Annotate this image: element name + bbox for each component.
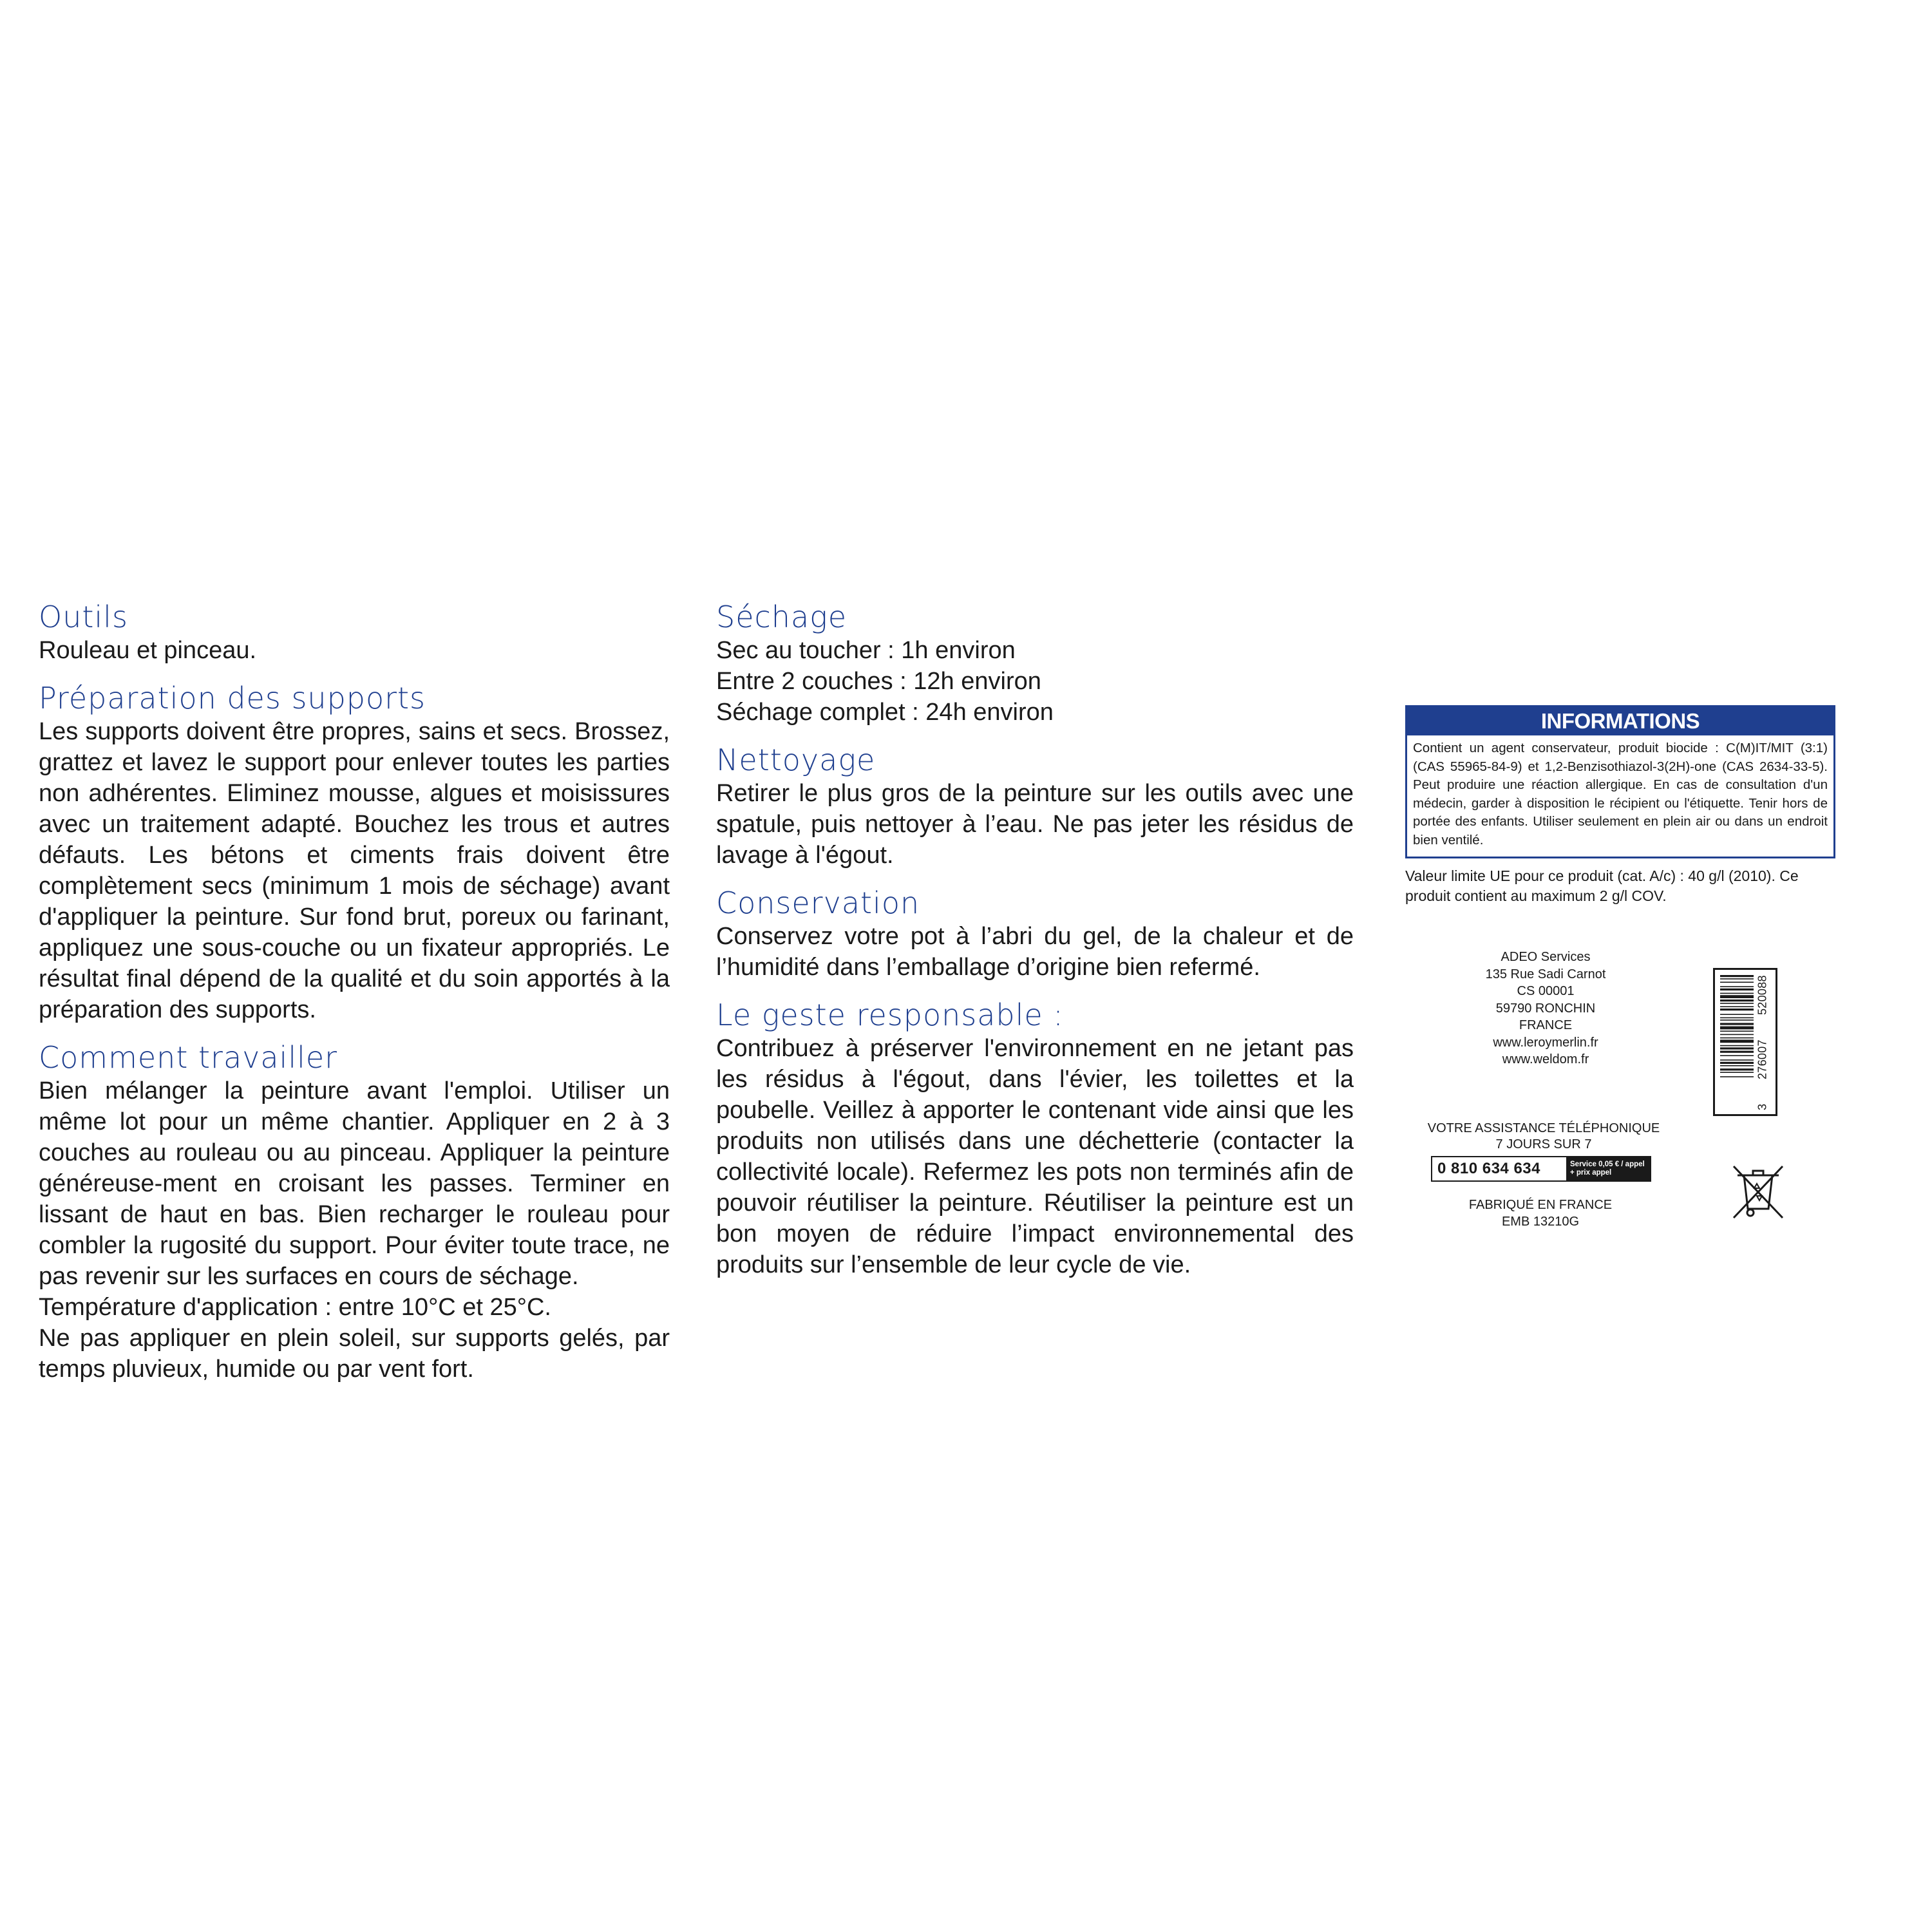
barcode-bar [1720,1019,1754,1021]
barcode-bar [1720,1045,1754,1046]
barcode-bars [1720,975,1754,1110]
assistance-hours: 7 JOURS SUR 7 [1495,1137,1592,1151]
barcode-bar [1720,986,1754,987]
barcode-bar [1720,1051,1754,1053]
barcode-bar [1720,995,1754,998]
section-nettoyage [716,742,1354,871]
phone-cost-label [1566,1157,1650,1180]
section-conservation [716,885,1354,983]
section-text-comment-travailler: Bien mélanger la peinture avant l'emploi. Utiliser un même lot pour un même chantier. Appliquer en 2 à 3 couches au rouleau ou au pinceau. Appliquer la peinture généreuse-ment en croisant les passes. Terminer en lissant de haut en bas. Bien recharger le rouleau pour combler la rugosité du support. Pour éviter toute trace, ne pas revenir sur les surfaces en cours de séchage. [39,1077,670,1290]
phone-cost-line: Service 0,05 € / appel [1570,1160,1645,1168]
section-text-preparation: Les supports doivent être propres, sains et secs. Brossez, grattez et lavez le support pour enlever toutes les parties non adhérentes. Eliminez mousse, algues et moisissures avec un traitement adapté. Bouchez les trous et autres défauts. Les bétons et ciments frais doivent être complètement secs (minimum 1 mois de séchage) avant d'appliquer la peinture. Sur fond brut, poreux ou farinant, appliquez une sous-couche ou un fixateur appropriés. Le résultat final dépend de la qualité et du soin apportés à la préparation des supports. [39,718,670,1023]
crossed-out-wheelie-bin-icon [1731,1162,1785,1220]
barcode-bar [1720,1062,1754,1064]
section-text-conservation: Conservez votre pot à l’abri du gel, de la chaleur et de l’humidité dans l’emballage d’origine bien refermé. [716,923,1354,981]
section-text-outils: Rouleau et pinceau. [39,637,257,664]
barcode-bar [1720,1039,1754,1043]
barcode-bar [1720,993,1754,994]
middle-column [716,599,1354,1294]
manufacturer-address [1455,949,1636,1068]
informations-body: Contient un agent conservateur, produit biocide : C(M)IT/MIT (3:1) (CAS 55965-84-9) et 1,2-Benzisothiazol-3(2H)-one (CAS 2634-33-5). Peut produire une réaction allergique. En cas de consultation d'un médecin, garder à disposition le récipient ou l'étiquette. Tenir hors de portée des enfants. Utiliser seulement en plein air ou dans un endroit bien ventilé. [1413,741,1828,848]
left-column [39,599,670,1399]
phone-cost-line: + prix appel [1570,1169,1612,1177]
barcode-bar [1720,978,1754,980]
section-outils [39,599,670,666]
address-line: ADEO Services [1501,950,1591,964]
section-title-outils: Outils [39,600,128,634]
barcode [1713,968,1777,1116]
cov-limit-text: Valeur limite UE pour ce produit (cat. A/c) : 40 g/l (2010). Ce produit contient au maximum 2 g/l COV. [1405,867,1799,904]
phone-assistance [1412,1121,1676,1153]
barcode-digits [1755,975,1770,1110]
barcode-bar [1720,1037,1754,1039]
address-line: FRANCE [1519,1018,1573,1032]
barcode-bar [1720,981,1754,983]
barcode-bar [1720,1034,1754,1036]
address-line: 59790 RONCHIN [1495,1001,1596,1016]
drying-time-line: Sec au toucher : 1h environ [716,637,1016,664]
barcode-bar [1720,1076,1754,1077]
section-title-comment-travailler: Comment travailler [39,1040,338,1075]
barcode-bar [1720,975,1754,977]
section-title-conservation: Conservation [716,886,920,920]
section-title-preparation: Préparation des supports [39,681,426,715]
made-in-label: FABRIQUÉ EN FRANCE [1468,1198,1613,1212]
barcode-bar [1720,1030,1754,1032]
section-title-sechage: Séchage [716,600,848,634]
drying-time-line: Séchage complet : 24h environ [716,699,1054,726]
barcode-bar [1720,1009,1754,1010]
barcode-bar [1720,1065,1754,1066]
barcode-bar [1720,1023,1754,1025]
website-link[interactable]: www.leroymerlin.fr [1493,1035,1598,1050]
informations-box [1405,705,1835,858]
barcode-bar [1720,1068,1754,1070]
barcode-bar [1720,999,1754,1001]
drying-time-line: Entre 2 couches : 12h environ [716,668,1041,695]
application-conditions: Ne pas appliquer en plein soleil, sur supports gelés, par temps pluvieux, humide ou par vent fort. [39,1325,670,1383]
barcode-bar [1720,1003,1754,1004]
drying-times [716,635,1354,728]
section-geste-responsable [716,997,1354,1280]
barcode-bar [1720,1006,1754,1007]
phone-number[interactable]: 0 810 634 634 [1437,1160,1540,1177]
barcode-bar [1720,1027,1754,1030]
section-text-nettoyage: Retirer le plus gros de la peinture sur les outils avec une spatule, puis nettoyer à l’eau. Ne pas jeter les résidus de lavage à l'égout. [716,780,1354,869]
barcode-bar [1720,1018,1754,1019]
section-preparation [39,680,670,1025]
barcode-bar [1720,1072,1754,1073]
address-line: CS 00001 [1517,984,1575,998]
emb-code: EMB 13210G [1501,1215,1580,1229]
barcode-digit-group: 520088 [1756,975,1769,1015]
barcode-bar [1720,1014,1754,1015]
barcode-bar [1720,1047,1754,1049]
barcode-bar [1720,989,1754,990]
section-title-nettoyage: Nettoyage [716,743,876,777]
section-comment-travailler [39,1039,670,1385]
barcode-digit-group: 3 [1756,1103,1769,1110]
barcode-bar [1720,1059,1754,1061]
address-line: 135 Rue Sadi Carnot [1485,967,1606,981]
website-link[interactable]: www.weldom.fr [1502,1052,1589,1066]
origin-info [1437,1197,1643,1230]
informations-header: INFORMATIONS [1407,707,1833,735]
section-sechage [716,599,1354,728]
phone-number-box [1431,1156,1651,1182]
application-temperature: Température d'application : entre 10°C et 25°C. [39,1294,551,1321]
barcode-bar [1720,1055,1754,1056]
section-text-geste-responsable: Contribuez à préserver l'environnement en ne jetant pas les résidus à l'égout, dans l'évier, les toilettes et la poubelle. Veillez à apporter le contenant vide ainsi que les produits non utilisés dans une déchetterie (contacter la collectivité locale). Refermez les pots non terminés afin de pouvoir réutiliser la peinture. Réutiliser la peinture est un bon moyen de réduire l’impact environnemental des produits sur l’ensemble de leur cycle de vie. [716,1035,1354,1278]
section-title-geste-responsable: Le geste responsable : [716,998,1064,1032]
barcode-digit-group: 276007 [1756,1039,1769,1079]
assistance-title: VOTRE ASSISTANCE TÉLÉPHONIQUE [1427,1121,1660,1135]
